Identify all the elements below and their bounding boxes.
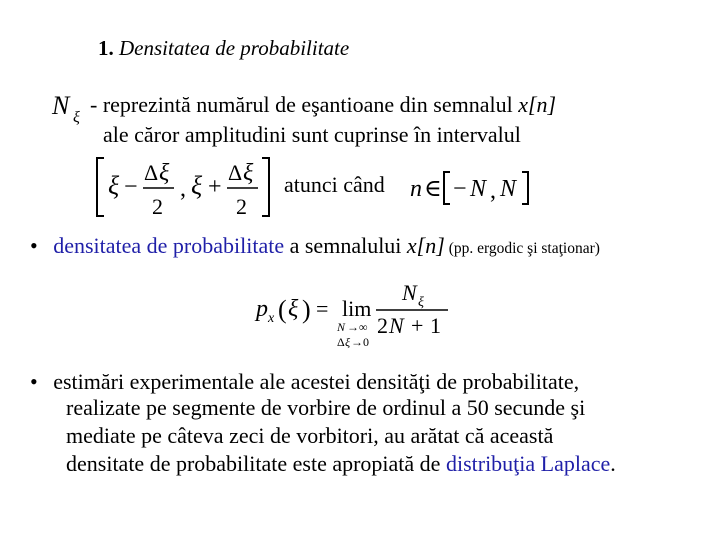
svg-text:(: (: [278, 295, 287, 324]
section-title: [98, 36, 349, 61]
when-text: atunci când: [284, 172, 385, 197]
svg-text:ξ: ξ: [73, 109, 80, 126]
svg-text:→∞: →∞: [347, 320, 368, 334]
svg-text:ξ: ξ: [108, 171, 120, 200]
interval-formula: [92, 152, 282, 222]
svg-text:N: N: [500, 176, 517, 202]
svg-text:x: x: [268, 311, 275, 326]
bullet2-line-4-end: .: [610, 451, 616, 476]
density-term: densitatea de probabilitate: [53, 233, 285, 258]
svg-text:ξ: ξ: [159, 160, 170, 186]
svg-text:+: +: [411, 313, 424, 338]
bullet-marker: •: [30, 233, 38, 258]
svg-text:ξ: ξ: [418, 295, 424, 310]
svg-text:N: N: [402, 280, 417, 305]
definition-line-2: ale căror amplitudini sunt cuprinse în intervalul: [103, 122, 521, 147]
bullet1-signal: x[n]: [406, 233, 445, 258]
svg-text:2: 2: [236, 194, 247, 219]
svg-text:2: 2: [152, 194, 163, 219]
definition-text-1: - reprezintă numărul de eşantioane din semnalul: [90, 92, 519, 117]
svg-text:): ): [302, 295, 311, 324]
density-formula: [256, 280, 456, 356]
svg-text:2: 2: [377, 313, 388, 338]
bullet1-text: a semnalului: [284, 233, 407, 258]
bullet-item-estimates: [30, 369, 579, 395]
section-title-text: Densitatea de probabilitate: [119, 36, 350, 60]
svg-text:p: p: [256, 296, 268, 322]
svg-text:−: −: [453, 176, 467, 202]
svg-text:,: ,: [180, 176, 186, 202]
svg-text:Δ: Δ: [337, 335, 345, 349]
svg-text:ξ: ξ: [288, 296, 299, 322]
bullet2-line-2: realizate pe segmente de vorbire de ordinul a 50 secunde şi: [66, 395, 586, 420]
bullet2-line-1: estimări experimentale ale acestei densităţi de probabilitate,: [53, 369, 580, 394]
bullet-marker: •: [30, 369, 38, 394]
svg-text:N: N: [337, 320, 346, 334]
svg-text:ξ: ξ: [191, 171, 203, 200]
bullet1-note: (pp. ergodic şi staţionar): [444, 240, 600, 257]
svg-text:∈: ∈: [424, 176, 442, 202]
svg-text:=: =: [316, 296, 329, 321]
svg-text:n: n: [410, 176, 422, 202]
bullet2-line-4-text: densitate de probabilitate este apropiată de: [66, 451, 446, 476]
svg-text:−: −: [124, 174, 138, 200]
n-xi-symbol: [52, 90, 92, 130]
section-number: 1.: [98, 36, 114, 60]
laplace-distribution-term: distribuţia Laplace: [445, 451, 611, 476]
svg-text:,: ,: [490, 178, 496, 204]
svg-text:lim: lim: [342, 296, 372, 321]
bullet2-line-4: [66, 451, 616, 477]
definition-line-1: [90, 92, 556, 118]
svg-text:N: N: [52, 91, 70, 120]
svg-text:+: +: [208, 174, 222, 200]
bullet2-line-3: mediate pe câteva zeci de vorbitori, au arătat că această: [66, 423, 554, 448]
svg-text:ξ: ξ: [243, 160, 254, 186]
bullet-item-density: [30, 233, 600, 259]
svg-text:→0: →0: [351, 335, 369, 349]
svg-text:N: N: [470, 176, 487, 202]
range-formula: [410, 164, 540, 214]
svg-text:Δ: Δ: [144, 160, 159, 185]
svg-text:Δ: Δ: [228, 160, 243, 185]
svg-text:N: N: [389, 313, 404, 338]
svg-text:1: 1: [430, 313, 441, 338]
svg-text:ξ: ξ: [345, 335, 351, 349]
signal-x-n: x[n]: [518, 92, 557, 117]
